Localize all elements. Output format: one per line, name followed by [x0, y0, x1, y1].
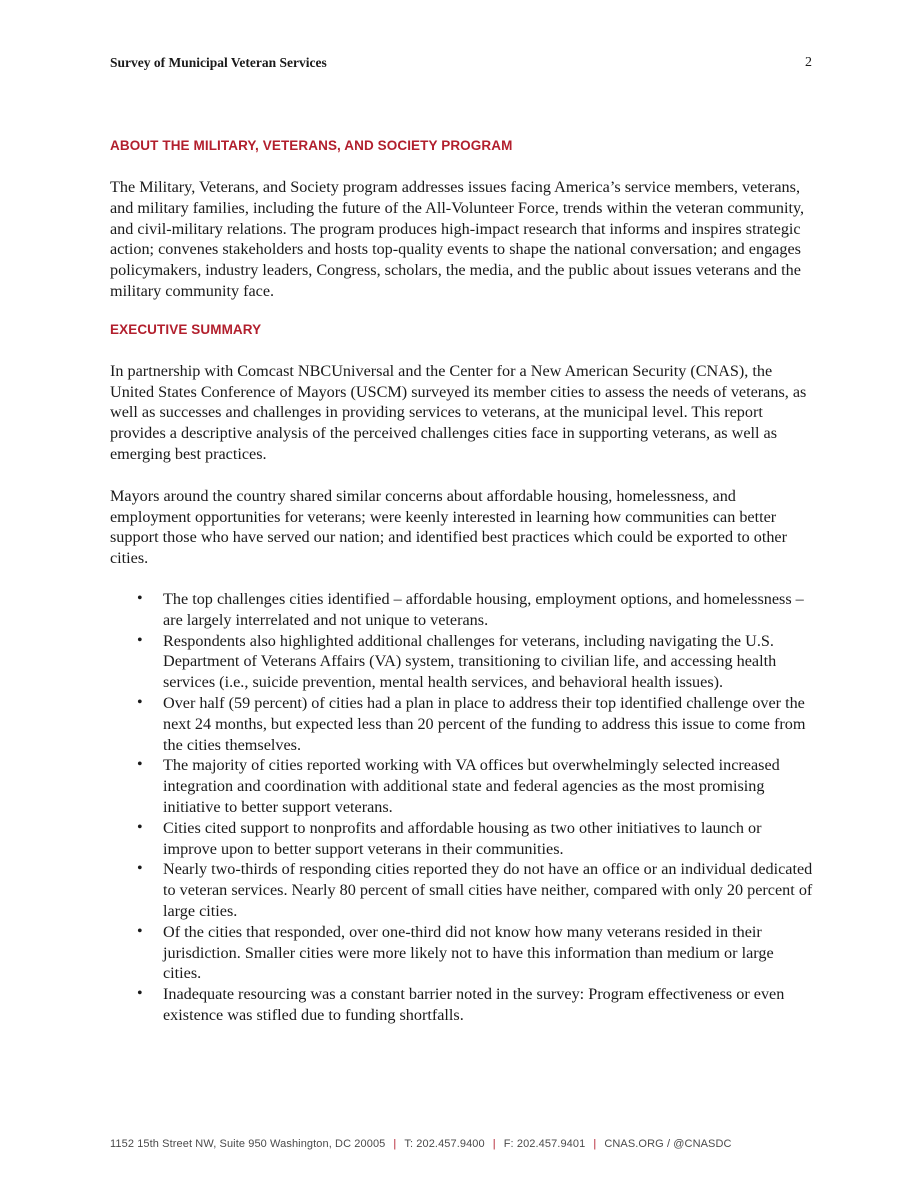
- footer-separator: |: [393, 1138, 397, 1150]
- footer-web-link[interactable]: CNAS.ORG / @CNASDC: [604, 1138, 732, 1150]
- footer-separator: |: [492, 1138, 496, 1150]
- list-item: [110, 984, 815, 1026]
- executive-summary-paragraph-2: Mayors around the country shared similar concerns about affordable housing, homelessness, and employment opportunities for veterans; were keenly interested in learning how communities can better support those who have served our nation; and identified best practices which could be exported to other cities.: [110, 486, 787, 568]
- bullet-text: The top challenges cities identified – affordable housing, employment options, and homelessness – are largely interrelated and not unique to veterans.: [163, 589, 804, 629]
- bullet-icon: •: [137, 756, 143, 774]
- bullet-text: The majority of cities reported working with VA offices but overwhelmingly selected increased integration and coordination with additional state and federal agencies as the most promising initiative to better support veterans.: [163, 756, 780, 816]
- executive-summary-heading: EXECUTIVE SUMMARY: [110, 321, 262, 337]
- bullet-text: Respondents also highlighted additional challenges for veterans, including navigating the U.S. Department of Veterans Affairs (VA) system, transitioning to civilian life, and accessing health services (i.e., suicide prevention, mental health services, and behavioral health issues).: [163, 631, 777, 692]
- bullet-text: Inadequate resourcing was a constant barrier noted in the survey: Program effectiveness or even existence was stifled due to funding shortfalls.: [163, 985, 785, 1024]
- list-item: [110, 922, 815, 984]
- list-item: [110, 631, 815, 693]
- footer-telephone: T: 202.457.9400: [404, 1138, 485, 1150]
- list-item: [110, 693, 815, 755]
- bullet-icon: •: [137, 631, 143, 649]
- footer-separator: |: [593, 1138, 597, 1150]
- page-number: 2: [805, 55, 812, 70]
- list-item: [110, 818, 815, 860]
- bullet-icon: •: [137, 922, 143, 940]
- bullet-icon: •: [137, 985, 143, 1003]
- bullet-icon: •: [137, 818, 143, 836]
- executive-summary-paragraph-1: In partnership with Comcast NBCUniversal and the Center for a New American Security (CNAS), the United States Conference of Mayors (USCM) surveyed its member cities to assess the needs of veterans, as well as successes and challenges in providing services to veterans, at the municipal level. This report provides a descriptive analysis of the perceived challenges cities face in supporting veterans, as well as emerging best practices.: [110, 361, 807, 463]
- bullet-text: Of the cities that responded, over one-third did not know how many veterans resided in their jurisdiction. Smaller cities were more likely not to have this information than medium or large cities.: [163, 922, 774, 983]
- summary-bullet-list: [110, 589, 815, 1026]
- bullet-text: Cities cited support to nonprofits and affordable housing as two other initiatives to launch or improve upon to better support veterans in their communities.: [163, 818, 762, 858]
- list-item: [110, 859, 815, 921]
- bullet-icon: •: [137, 693, 143, 711]
- list-item: [110, 589, 815, 631]
- about-paragraph: The Military, Veterans, and Society program addresses issues facing America’s service members, veterans, and military families, including the future of the All-Volunteer Force, trends within the veteran community, and civil-military relations. The program produces high-impact research that informs and inspires strategic action; convenes stakeholders and hosts top-quality events to shape the national conversation; and engages policymakers, industry leaders, Congress, scholars, the media, and the public about issues veterans and the military community face.: [110, 178, 805, 300]
- running-title: Survey of Municipal Veteran Services: [110, 55, 327, 70]
- bullet-icon: •: [137, 589, 143, 607]
- bullet-text: Nearly two-thirds of responding cities reported they do not have an office or an individual dedicated to veteran services. Nearly 80 percent of small cities have neither, compared with only 20 percent of large cities.: [163, 860, 813, 920]
- page-content: [110, 138, 815, 1026]
- about-heading: ABOUT THE MILITARY, VETERANS, AND SOCIETY PROGRAM: [110, 138, 513, 153]
- footer-fax: F: 202.457.9401: [503, 1138, 586, 1150]
- list-item: [110, 755, 815, 817]
- bullet-text: Over half (59 percent) of cities had a plan in place to address their top identified challenge over the next 24 months, but expected less than 20 percent of the funding to address this issue to come from the cities themselves.: [163, 693, 806, 754]
- page-footer: [110, 1138, 732, 1150]
- bullet-icon: •: [137, 860, 143, 878]
- footer-address: 1152 15th Street NW, Suite 950 Washington, DC 20005: [110, 1138, 386, 1150]
